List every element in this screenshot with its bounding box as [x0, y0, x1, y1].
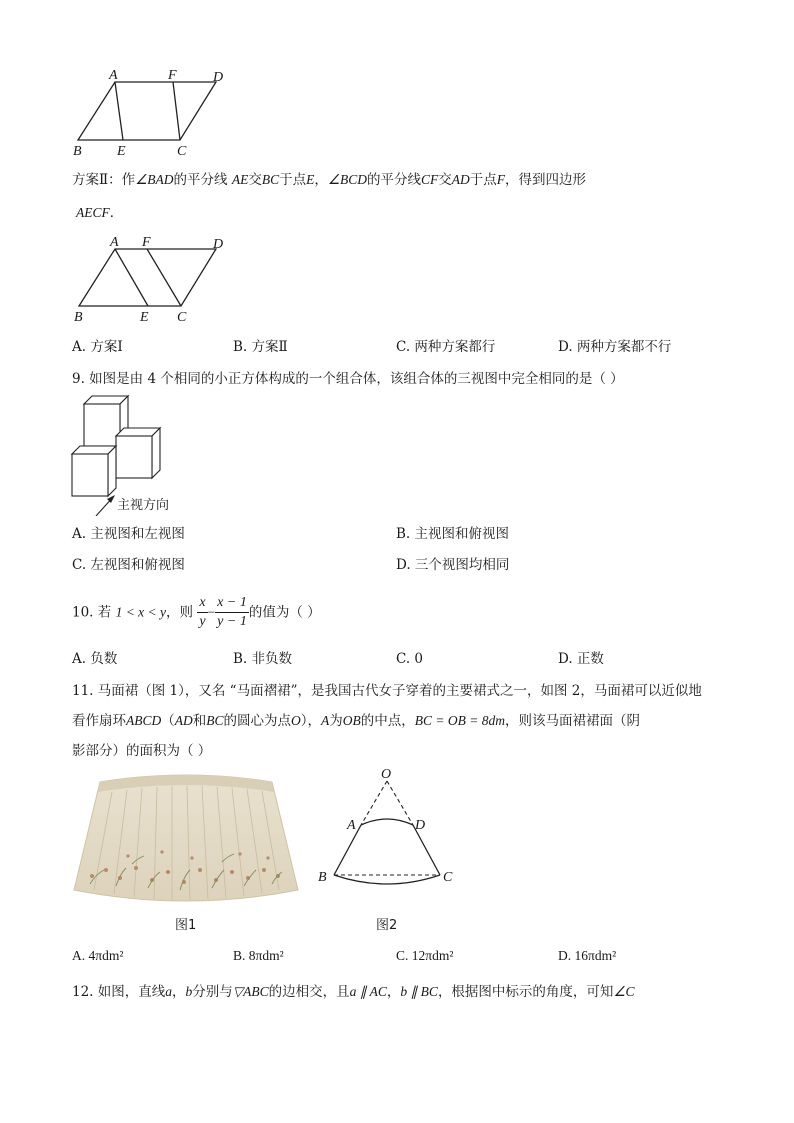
q8-option-b[interactable]: B. 方案Ⅱ: [233, 339, 288, 355]
label-C: C: [177, 310, 187, 325]
label-C: C: [177, 144, 187, 158]
fraction-x-minus-1-over-y-minus-1: $\frac{x - 1}{y - 1}$: [217, 595, 247, 629]
q9-stem: 9. 如图是由 4 个相同的小正方体构成的一个组合体，该组合体的三视图中完全相同的是（ ）: [72, 371, 624, 387]
q10-option-d[interactable]: D. 正数: [558, 651, 604, 667]
q11-option-c[interactable]: C. 12πdm²: [396, 948, 454, 963]
label-B: B: [73, 144, 82, 158]
q11-stem-line2: 看作扇环ABCD（AD和BC的圆心为点O），A为OB的中点，BC = OB = 8dm，则该马面裙裙面（阴: [72, 713, 640, 729]
q10-option-a[interactable]: A. 负数: [72, 651, 118, 667]
q11-stem-line3: 影部分）的面积为（ ）: [72, 743, 212, 759]
q9-option-a[interactable]: A. 主视图和左视图: [72, 526, 185, 542]
q11-option-b[interactable]: B. 8πdm²: [233, 948, 284, 963]
label-E: E: [117, 144, 126, 158]
q9-option-b[interactable]: B. 主视图和俯视图: [396, 526, 510, 542]
plan2-line2: AECF．: [76, 205, 124, 221]
label-F: F: [168, 68, 177, 83]
q10-option-c[interactable]: C. 0: [396, 651, 424, 667]
figure-annular-sector: [312, 765, 462, 891]
q9-view-direction-caption: 主视方向: [117, 498, 170, 513]
label-D: D: [213, 237, 224, 252]
q11-option-d[interactable]: D. 16πdm²: [558, 948, 617, 963]
figure-plan2-parallelogram: [70, 232, 230, 326]
q10-option-b[interactable]: B. 非负数: [233, 651, 293, 667]
q10-stem: 10. 若 1 < x < y，则 $\frac{x}{y}$ − $\frac{x - 1}{y - 1}$ 的值为（ ）: [72, 595, 321, 629]
plan2-line1: 方案Ⅱ：作∠BAD的平分线 AE交BC于点E，∠BCD的平分线CF交AD于点F，得到四边形: [72, 172, 586, 188]
label-D: D: [415, 818, 426, 833]
q8-option-c[interactable]: C. 两种方案都行: [396, 339, 496, 355]
q12-stem: 12. 如图，直线a，b分别与▽ABC的边相交，且a ∥ AC，b ∥ BC，根据图中标示的角度，可知∠C: [72, 984, 635, 1000]
label-O: O: [381, 767, 392, 782]
label-A: A: [347, 818, 356, 833]
figure-plan1-parallelogram: [70, 66, 230, 158]
label-F: F: [142, 235, 151, 250]
label-A: A: [110, 235, 119, 250]
label-D: D: [213, 70, 224, 85]
q8-option-a[interactable]: A. 方案Ⅰ: [72, 339, 123, 355]
q8-option-d[interactable]: D. 两种方案都不行: [558, 339, 672, 355]
label-E: E: [140, 310, 149, 325]
q11-option-a[interactable]: A. 4πdm²: [72, 948, 124, 963]
fraction-x-over-y: $\frac{x}{y}$: [199, 595, 206, 629]
label-B: B: [318, 870, 327, 885]
q9-option-d[interactable]: D. 三个视图均相同: [396, 557, 510, 573]
label-A: A: [109, 68, 118, 83]
label-C: C: [443, 870, 453, 885]
figure-mamian-skirt-photo: [72, 772, 300, 908]
label-B: B: [74, 310, 83, 325]
q11-fig1-caption: 图1: [175, 918, 197, 933]
q11-stem-line1: 11. 马面裙（图 1），又名 “马面褶裙”，是我国古代女子穿着的主要裙式之一，如图 2，马面裙可以近似地: [72, 683, 702, 699]
q9-option-c[interactable]: C. 左视图和俯视图: [72, 557, 185, 573]
q11-fig2-caption: 图2: [376, 918, 398, 933]
